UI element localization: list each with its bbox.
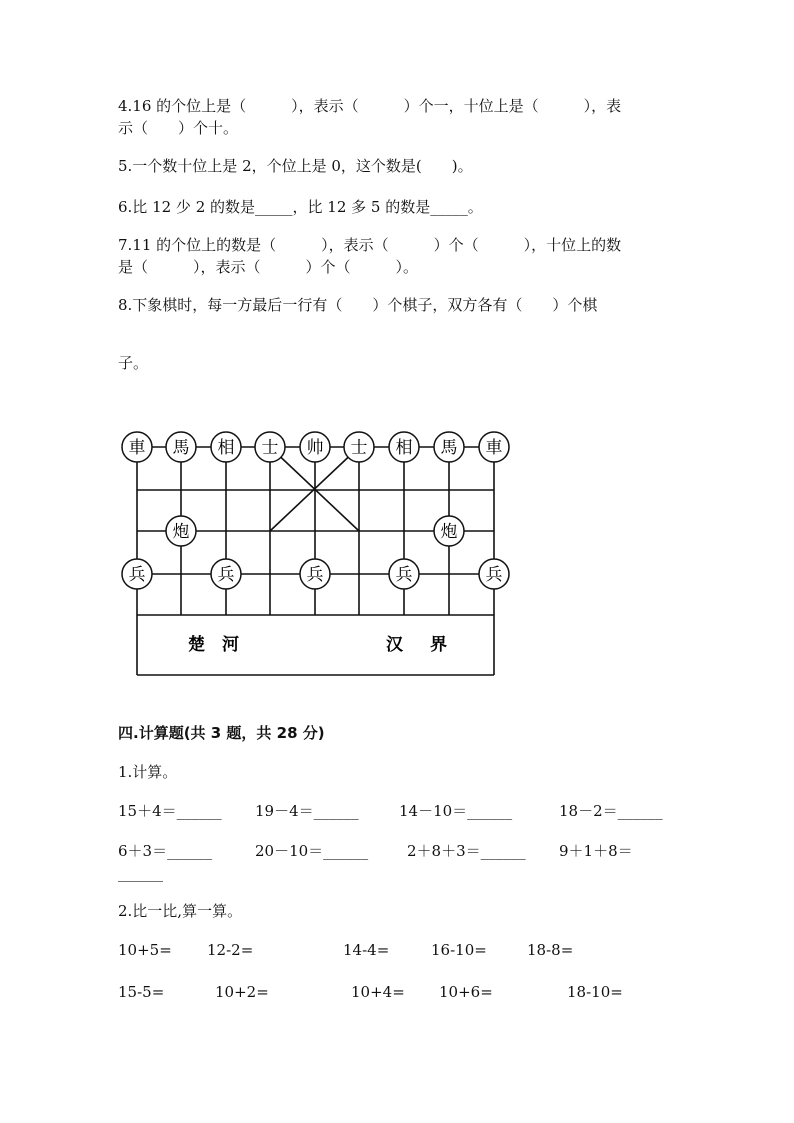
svg-text:兵: 兵 bbox=[217, 565, 235, 585]
advisor-piece bbox=[255, 432, 285, 462]
compare-row1-item: 16-10= bbox=[431, 941, 487, 959]
calc-row2-item: 2＋8＋3＝______ bbox=[407, 842, 526, 860]
pawn-piece bbox=[122, 559, 152, 589]
question-8-line2: 子。 bbox=[118, 354, 149, 372]
river-char-jie: 界 bbox=[430, 635, 447, 655]
question-4-line2: 示（ ）个十。 bbox=[118, 119, 239, 137]
calc-row2-item: 20－10＝______ bbox=[255, 842, 369, 860]
svg-text:兵: 兵 bbox=[395, 565, 413, 585]
pawn-piece bbox=[211, 559, 241, 589]
calc-row1-item: 18－2＝______ bbox=[559, 802, 663, 820]
calc-row1-item: 14－10＝______ bbox=[399, 802, 513, 820]
cannon-piece bbox=[166, 516, 196, 546]
question-7-line2: 是（ ），表示（ ）个（ ）。 bbox=[118, 258, 419, 276]
svg-text:帅: 帅 bbox=[306, 438, 324, 458]
svg-text:兵: 兵 bbox=[485, 565, 503, 585]
svg-text:相: 相 bbox=[395, 438, 413, 458]
calc-row1-item: 15＋4＝______ bbox=[118, 802, 222, 820]
calc-row2-item: 6＋3＝______ bbox=[118, 842, 213, 860]
question-4-line1: 4.16 的个位上是（ ），表示（ ）个一，十位上是（ ），表 bbox=[118, 97, 622, 115]
river-char-he: 河 bbox=[222, 635, 239, 655]
pawn-piece bbox=[300, 559, 330, 589]
calc-row1-item: 19－4＝______ bbox=[255, 802, 359, 820]
svg-text:士: 士 bbox=[261, 438, 279, 458]
chariot-piece bbox=[122, 432, 152, 462]
calc-row2-tail: ______ bbox=[118, 864, 163, 882]
question-5: 5.一个数十位上是 2，个位上是 0，这个数是( )。 bbox=[118, 157, 473, 175]
compare-row2-item: 18-10= bbox=[567, 983, 623, 1001]
compare-row2-item: 10+2= bbox=[215, 983, 269, 1001]
svg-text:車: 車 bbox=[485, 438, 503, 458]
river-label bbox=[188, 634, 447, 655]
svg-text:兵: 兵 bbox=[306, 565, 324, 585]
general-piece bbox=[300, 432, 330, 462]
svg-text:馬: 馬 bbox=[172, 438, 190, 458]
horse-piece bbox=[166, 432, 196, 462]
elephant-piece bbox=[211, 432, 241, 462]
compare-row2-item: 15-5= bbox=[118, 983, 165, 1001]
svg-text:炮: 炮 bbox=[172, 522, 190, 542]
svg-text:炮: 炮 bbox=[440, 522, 458, 542]
river-char-chu: 楚 bbox=[188, 635, 205, 655]
question-7-line1: 7.11 的个位上的数是（ ），表示（ ）个（ ），十位上的数 bbox=[118, 236, 622, 254]
question-8-line1: 8.下象棋时，每一方最后一行有（ ）个棋子，双方各有（ ）个棋 bbox=[118, 296, 598, 314]
compare-row1-item: 14-4= bbox=[343, 941, 390, 959]
section-4-heading: 四.计算题(共 3 题，共 28 分) bbox=[118, 724, 325, 742]
calc-q2-title: 2.比一比,算一算。 bbox=[118, 902, 243, 920]
pawn-piece bbox=[389, 559, 419, 589]
compare-row2-item: 10+6= bbox=[439, 983, 493, 1001]
river-char-han: 汉 bbox=[386, 635, 403, 655]
pawn-piece bbox=[479, 559, 509, 589]
compare-row1-item: 10+5= bbox=[118, 941, 172, 959]
svg-text:士: 士 bbox=[350, 438, 368, 458]
elephant-piece bbox=[389, 432, 419, 462]
advisor-piece bbox=[344, 432, 374, 462]
back-row-pieces bbox=[122, 432, 509, 462]
calc-q1-title: 1.计算。 bbox=[118, 763, 178, 781]
svg-text:馬: 馬 bbox=[440, 438, 458, 458]
horse-piece bbox=[434, 432, 464, 462]
cannon-piece bbox=[434, 516, 464, 546]
compare-row2-item: 10+4= bbox=[351, 983, 405, 1001]
calc-row2-item: 9＋1＋8＝ bbox=[559, 842, 633, 860]
chariot-piece bbox=[479, 432, 509, 462]
svg-text:車: 車 bbox=[128, 438, 146, 458]
question-6: 6.比 12 少 2 的数是_____，比 12 多 5 的数是_____。 bbox=[118, 198, 483, 216]
compare-row1-item: 12-2= bbox=[207, 941, 254, 959]
svg-text:相: 相 bbox=[217, 438, 235, 458]
compare-row1-item: 18-8= bbox=[527, 941, 574, 959]
svg-text:兵: 兵 bbox=[128, 565, 146, 585]
